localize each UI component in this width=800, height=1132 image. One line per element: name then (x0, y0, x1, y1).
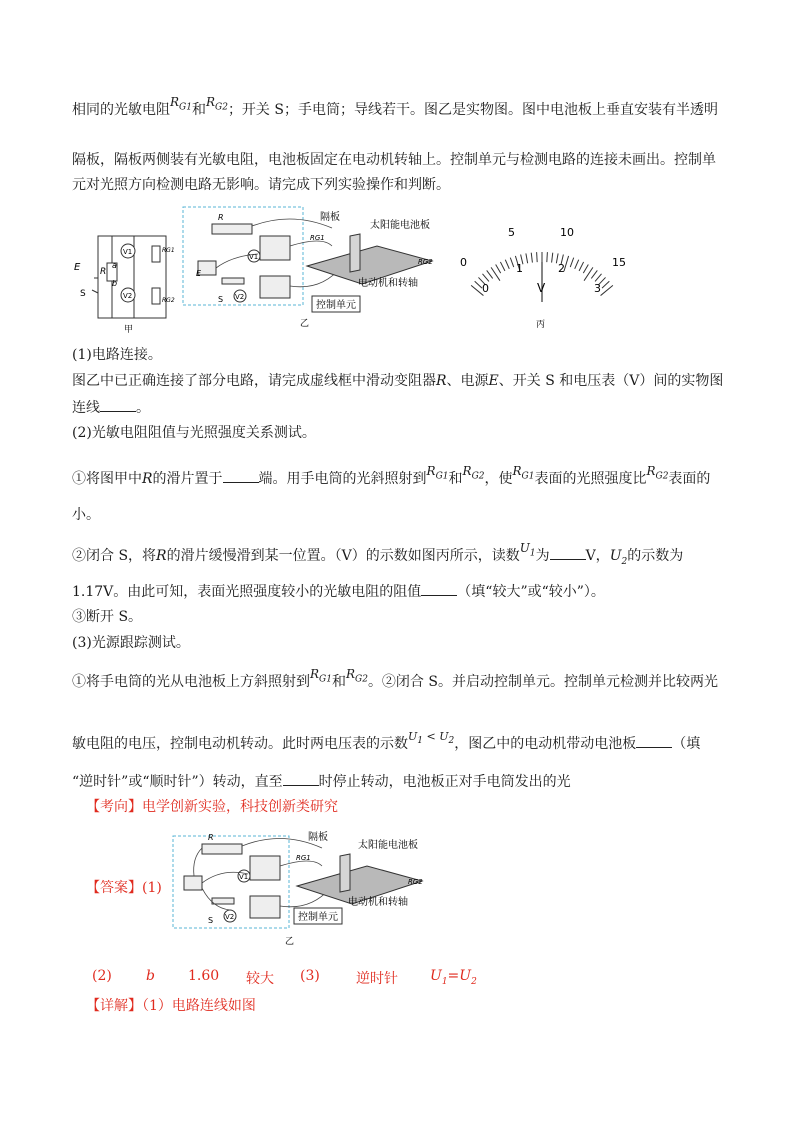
q2-title: (2)光敏电阻阻值与光照强度关系测试。 (72, 425, 316, 441)
top-tick-5: 5 (508, 226, 515, 239)
scale-tick (531, 253, 532, 263)
scale-tick (602, 281, 609, 288)
scale-tick (595, 274, 601, 282)
label-panel: 太阳能电池板 (358, 840, 418, 851)
caption-yi: 乙 (285, 937, 295, 947)
label-RG1: RG1 (162, 247, 175, 254)
answer-blank[interactable] (100, 397, 136, 412)
answer-part2-label: (2) (92, 968, 112, 984)
symbol-rg2: $R_{G2}$ (205, 95, 228, 113)
scale-tick (526, 253, 528, 263)
label-RG2: RG2 (162, 297, 175, 304)
answer-blank[interactable] (636, 733, 672, 748)
label-partition: 隔板 (320, 212, 340, 223)
scale-tick (591, 270, 597, 278)
answer-end: b (146, 968, 155, 984)
scale-tick (475, 281, 482, 288)
label-RG2: RG2 (418, 258, 433, 266)
label-R: R (208, 833, 214, 842)
label-S: S (208, 916, 214, 925)
top-tick-10: 10 (560, 226, 574, 239)
label-a: a (112, 261, 117, 270)
answer-figure-yi (172, 828, 442, 950)
caption-bing: 丙 (536, 320, 546, 330)
answer-direction: 逆时针 (356, 971, 398, 987)
scale-tick (579, 262, 584, 271)
q1-title: (1)电路连接。 (72, 347, 162, 363)
answer-blank[interactable] (283, 771, 319, 786)
q2-step4: ③断开 S。 (72, 609, 143, 625)
label-V1: V1 (239, 873, 249, 881)
label-RG1: RG1 (310, 234, 325, 242)
scale-tick (570, 258, 573, 267)
label-partition: 隔板 (308, 832, 328, 843)
label-motor: 电动机和转轴 (348, 897, 408, 908)
label-control: 控制单元 (316, 300, 356, 311)
answer-blank[interactable] (421, 581, 457, 596)
label-E: E (196, 269, 202, 278)
symbol-rg1: $R_{G1}$ (170, 95, 192, 113)
bottom-tick-3: 3 (594, 282, 601, 295)
label-S: S (218, 295, 224, 304)
figure-jia-circuit (70, 228, 180, 338)
scale-tick (482, 274, 488, 282)
label-motor: 电动机和转轴 (358, 278, 418, 289)
answer-resistance: 较大 (246, 971, 274, 987)
kaoxiang-line: 【考向】电学创新实验，科技创新类研究 (86, 799, 338, 815)
label-R: R (218, 213, 224, 222)
answer-blank[interactable] (550, 545, 586, 560)
answer-reading: 1.60 (188, 968, 220, 984)
q3-step1: ①将手电筒的光从电池板上方斜照射到$R_{G1}$和$R_{G2}$。②闭合 S。并启动控制单元。控制单元检测并比较两光 (72, 667, 718, 690)
q3-title: (3)光源跟踪测试。 (72, 635, 190, 651)
label-V1: V1 (123, 248, 133, 256)
para-line-1: 相同的光敏电阻$R_{G1}$和$R_{G2}$；开关 S；手电筒；导线若干。图乙是实物图。图中电池板上垂直安装有半透明 (72, 95, 718, 118)
q2-step2: ②闭合 S，将R的滑片缓慢滑到某一位置。（V）的示数如图丙所示，读数$U_1$为 V，$U_2$的示数为 (72, 541, 684, 567)
scale-tick (583, 265, 588, 274)
scale-tick (552, 253, 553, 263)
answer-blank[interactable] (223, 468, 259, 483)
para-line-2: 隔板，隔板两侧装有光敏电阻，电池板固定在电动机转轴上。控制单元与检测电路的连接未画出。控制单 (72, 152, 716, 168)
bottom-tick-1: 1 (516, 262, 523, 275)
para-line-3: 元对光照方向检测电路无影响。请完成下列实验操作和判断。 (72, 177, 450, 193)
label-R: R (100, 267, 107, 277)
q1-body: 图乙中已正确连接了部分电路，请完成虚线框中滑动变阻器R、电源E、开关 S 和电压表（V）间的实物图 (72, 373, 724, 389)
scale-tick (487, 270, 493, 278)
detail-line: 【详解】（1）电路连线如图 (86, 998, 256, 1014)
label-b: b (112, 279, 118, 288)
label-V1: V1 (249, 253, 259, 261)
q1-body-2: 连线 。 (72, 397, 150, 418)
label-S: S (80, 289, 86, 299)
figure-bing-voltmeter (452, 224, 632, 332)
bottom-tick-0: 0 (482, 282, 489, 295)
q2-step1-end: 小。 (72, 507, 100, 523)
label-RG1: RG1 (296, 854, 311, 862)
scale-tick (537, 252, 538, 262)
label-panel: 太阳能电池板 (370, 220, 430, 231)
q3-step2: 敏电阻的电压，控制电动机转动。此时两电压表的示数$^{U_1 < U_2}$，图乙中的电动机带动电池板 （填 (72, 730, 701, 752)
label-V2: V2 (235, 293, 245, 301)
answer-part3-label: (3) (300, 968, 320, 984)
bottom-tick-2: 2 (558, 262, 565, 275)
label-control: 控制单元 (298, 912, 338, 923)
q3-step3: “逆时针”或“顺时针”）转动，直至 时停止转动，电池板正对手电筒发出的光 (72, 771, 571, 792)
scale-tick (496, 265, 501, 274)
answer-label: 【答案】(1) (86, 880, 162, 896)
label-V2: V2 (123, 292, 133, 300)
scale-tick (547, 252, 548, 262)
text: 相同的光敏电阻 (72, 102, 170, 118)
label-V2: V2 (225, 913, 235, 921)
label-E: E (74, 262, 81, 273)
q2-step1: ①将图甲中R的滑片置于 端。用手电筒的光斜照射到$R_{G1}$和$R_{G2}$，使$R_{G1}$表面的光照强度比$R_{G2}$表面的 (72, 464, 711, 487)
figure-yi-apparatus (182, 206, 452, 331)
caption-yi: 乙 (300, 319, 310, 329)
label-RG2: RG2 (408, 878, 423, 886)
scale-tick (500, 262, 505, 271)
q2-step3: 1.17V。由此可知，表面光照强度较小的光敏电阻的阻值 （填“较大”或“较小”）。 (72, 581, 605, 602)
caption-jia: 甲 (124, 325, 134, 335)
scale-tick (575, 260, 579, 269)
top-tick-0: 0 (460, 256, 467, 269)
scale-tick (505, 260, 509, 269)
answer-equality: $U_1=U_2$ (430, 968, 477, 987)
scale-tick (510, 258, 513, 267)
unit-V: V (537, 281, 546, 295)
scale-tick (601, 285, 613, 295)
top-tick-15: 15 (612, 256, 626, 269)
